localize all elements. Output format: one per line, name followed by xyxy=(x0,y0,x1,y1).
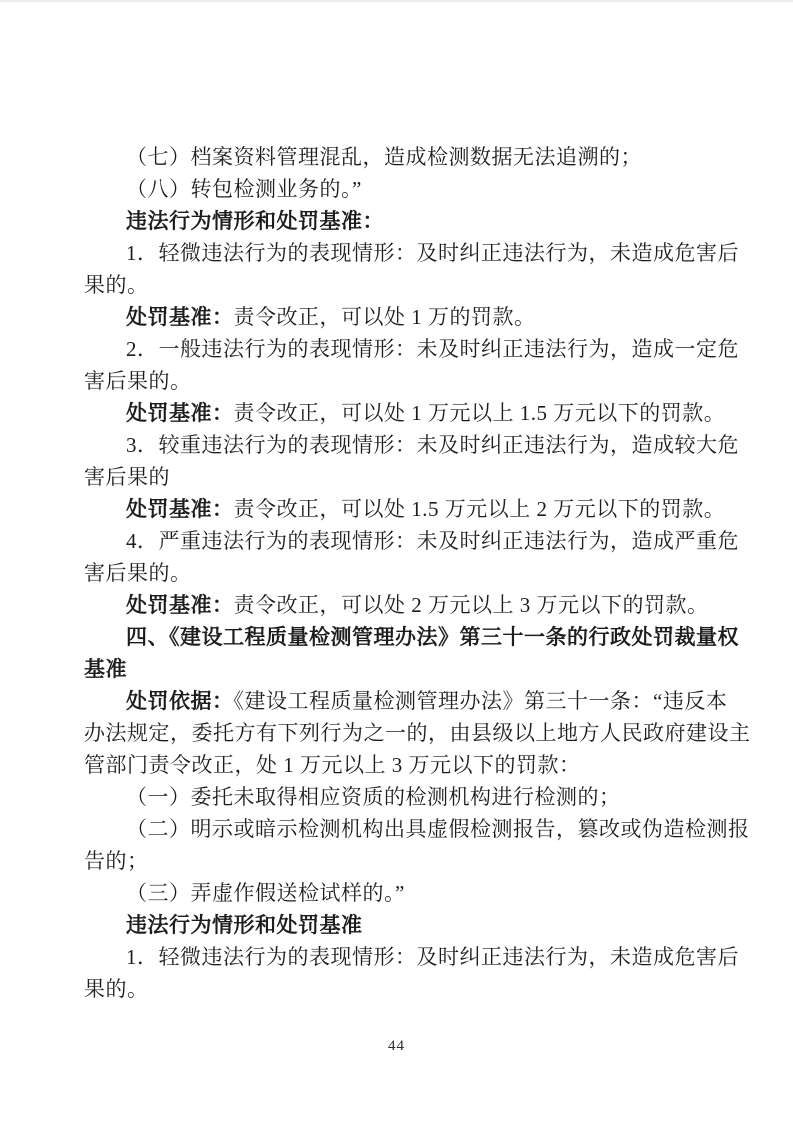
text-run: 责令改正，可以处 2 万元以上 3 万元以下的罚款。 xyxy=(233,593,709,617)
text-run: 1．轻微违法行为的表现情形：及时纠正违法行为，未造成危害后 xyxy=(126,241,739,265)
text-line xyxy=(84,589,721,621)
page-footer xyxy=(0,1036,793,1056)
text-line xyxy=(84,941,739,973)
text-run: （二）明示或暗示检测机构出具虚假检测报告，篡改或伪造检测报 xyxy=(126,817,750,841)
paragraph xyxy=(84,525,739,589)
text-line xyxy=(84,813,750,845)
text-line xyxy=(84,237,739,269)
paragraph xyxy=(84,589,721,621)
paragraph xyxy=(84,237,739,301)
text-line xyxy=(84,621,739,653)
text-line xyxy=(84,909,721,941)
paragraph xyxy=(84,397,726,429)
text-run: 《建设工程质量检测管理办法》第三十一条：“违反本 xyxy=(233,689,728,713)
text-run: 害后果的。 xyxy=(84,369,192,393)
text-run: 责令改正，可以处 1 万的罚款。 xyxy=(233,305,536,329)
text-run: （一）委托未取得相应资质的检测机构进行检测的； xyxy=(126,785,621,809)
paragraph xyxy=(84,173,721,205)
text-run: 办法规定，委托方有下列行为之一的，由县级以上地方人民政府建设主 xyxy=(84,721,751,745)
text-run: （三）弄虚作假送检试样的。” xyxy=(126,881,405,905)
text-line xyxy=(84,269,721,301)
text-run: 1．轻微违法行为的表现情形：及时纠正违法行为，未造成危害后 xyxy=(126,945,739,969)
text-line xyxy=(84,397,726,429)
paragraph xyxy=(84,141,721,173)
text-line xyxy=(84,973,721,1005)
text-run: 4．严重违法行为的表现情形：未及时纠正违法行为，造成严重危 xyxy=(126,529,739,553)
bold-text-run: 基准 xyxy=(84,658,127,681)
paragraph xyxy=(84,493,726,525)
page-number: 44 xyxy=(388,1038,405,1054)
text-run: 害后果的 xyxy=(84,465,170,489)
section-heading xyxy=(84,205,721,237)
text-line xyxy=(84,365,721,397)
text-run: 管部门责令改正，处 1 万元以上 3 万元以下的罚款： xyxy=(84,753,581,777)
text-line xyxy=(84,461,721,493)
text-line xyxy=(84,173,721,205)
text-run: 告的； xyxy=(84,849,149,873)
paragraph xyxy=(84,685,751,781)
text-run: 3．较重违法行为的表现情形：未及时纠正违法行为，造成较大危 xyxy=(126,433,739,457)
bold-text-run: 违法行为情形和处罚基准 xyxy=(126,914,363,937)
text-line xyxy=(84,653,721,685)
bold-text-run: 处罚依据： xyxy=(126,690,234,713)
bold-text-run: 处罚基准： xyxy=(126,594,234,617)
paragraph xyxy=(84,781,721,813)
text-line xyxy=(84,877,721,909)
paragraph xyxy=(84,941,739,1005)
text-line xyxy=(84,781,721,813)
text-run: （八）转包检测业务的。” xyxy=(126,177,362,201)
text-line xyxy=(84,717,751,749)
paragraph xyxy=(84,813,750,877)
text-run: 果的。 xyxy=(84,977,149,1001)
text-line xyxy=(84,333,739,365)
text-line xyxy=(84,141,721,173)
text-line xyxy=(84,429,739,461)
bold-text-run: 四、《建设工程质量检测管理办法》第三十一条的行政处罚裁量权 xyxy=(126,626,739,649)
text-line xyxy=(84,205,721,237)
paragraph xyxy=(84,301,721,333)
bold-text-run: 处罚基准： xyxy=(126,498,234,521)
paragraph xyxy=(84,333,739,397)
bold-text-run: 违法行为情形和处罚基准： xyxy=(126,210,384,233)
document-content xyxy=(84,141,751,1005)
text-line xyxy=(84,685,728,717)
paragraph xyxy=(84,429,739,493)
section-heading xyxy=(84,621,739,685)
section-heading xyxy=(84,909,721,941)
bold-text-run: 处罚基准： xyxy=(126,402,234,425)
text-run: 2．一般违法行为的表现情形：未及时纠正违法行为，造成一定危 xyxy=(126,337,739,361)
text-line xyxy=(84,493,726,525)
text-line xyxy=(84,557,721,589)
text-line xyxy=(84,749,721,781)
text-run: 责令改正，可以处 1 万元以上 1.5 万元以下的罚款。 xyxy=(233,401,726,425)
text-run: （七）档案资料管理混乱，造成检测数据无法追溯的； xyxy=(126,145,642,169)
text-line xyxy=(84,525,739,557)
text-run: 果的。 xyxy=(84,273,149,297)
text-run: 责令改正，可以处 1.5 万元以上 2 万元以下的罚款。 xyxy=(233,497,726,521)
text-line xyxy=(84,845,721,877)
text-line xyxy=(84,301,721,333)
text-run: 害后果的。 xyxy=(84,561,192,585)
paragraph xyxy=(84,877,721,909)
bold-text-run: 处罚基准： xyxy=(126,306,234,329)
